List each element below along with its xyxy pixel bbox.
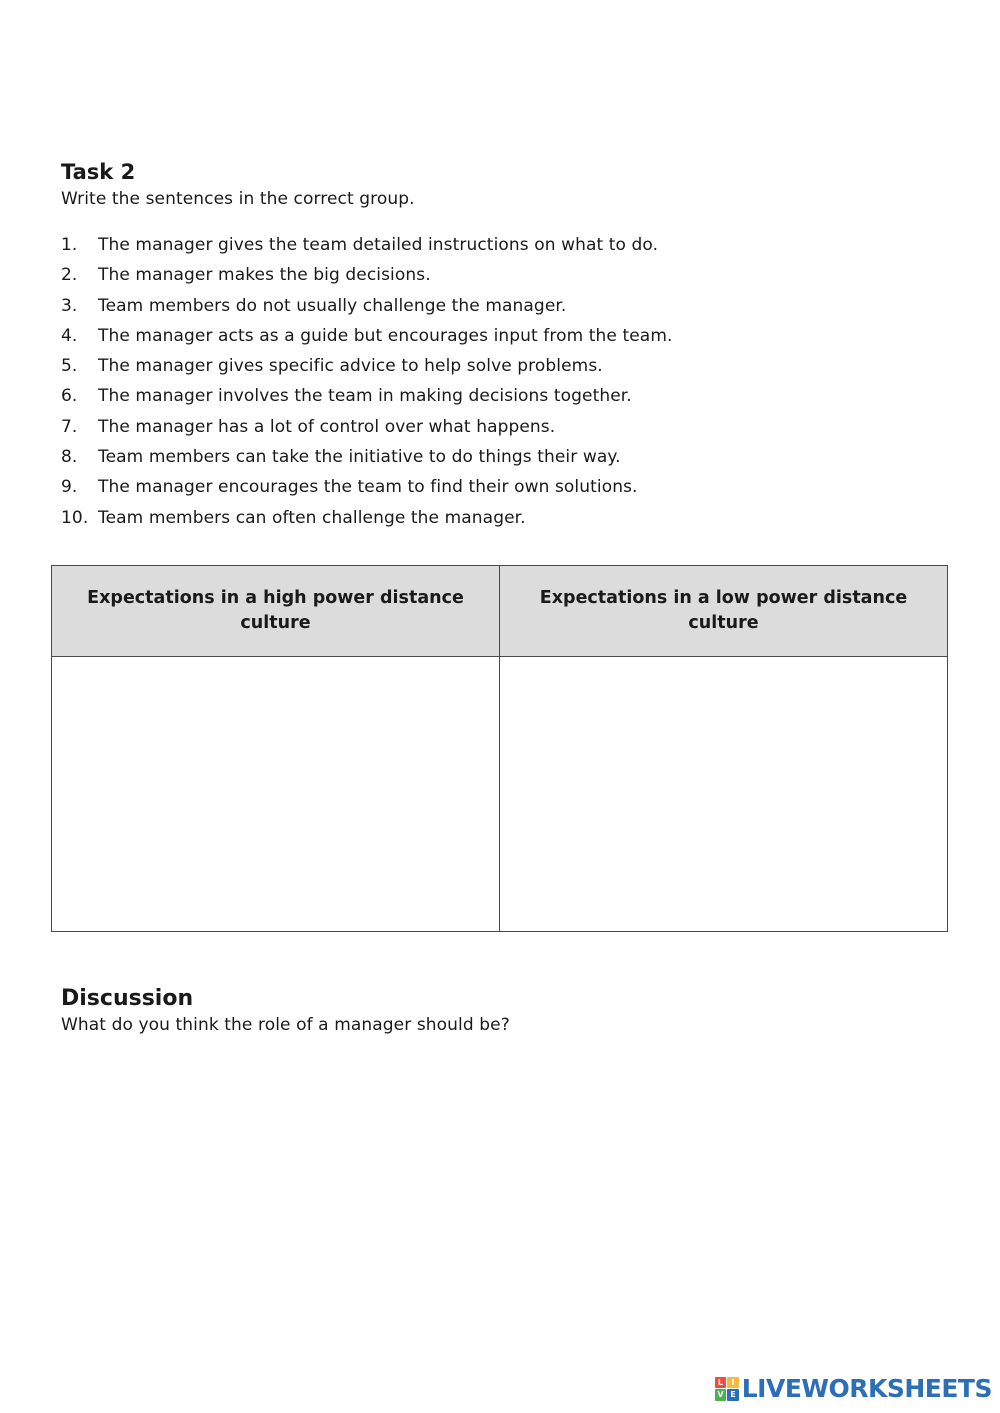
item-text: The manager involves the team in making decisions together.	[98, 386, 632, 407]
logo-letter: L	[715, 1377, 727, 1389]
item-number: 3.	[61, 295, 78, 316]
logo-letter: I	[727, 1377, 739, 1389]
item-text: Team members can often challenge the manager.	[98, 507, 526, 528]
list-item	[61, 415, 672, 445]
item-number: 2.	[61, 265, 78, 286]
discussion-question: What do you think the role of a manager should be?	[61, 1015, 510, 1035]
liveworksheets-logo-icon	[715, 1377, 739, 1401]
task-title: Task 2	[61, 160, 136, 184]
logo-letter: V	[715, 1389, 727, 1401]
list-item	[61, 233, 672, 263]
watermark-text: LIVEWORKSHEETS	[741, 1374, 992, 1403]
item-number: 5.	[61, 356, 78, 377]
list-item	[61, 354, 672, 384]
item-number: 7.	[61, 416, 78, 437]
item-text: The manager gives specific advice to help solve problems.	[98, 356, 603, 377]
item-text: The manager gives the team detailed instructions on what to do.	[98, 235, 659, 255]
item-number: 8.	[61, 447, 78, 468]
item-text: Team members do not usually challenge the manager.	[98, 295, 567, 316]
item-number: 4.	[61, 325, 78, 346]
discussion-title: Discussion	[61, 986, 194, 1011]
item-text: The manager acts as a guide but encourages input from the team.	[98, 325, 673, 346]
list-item	[61, 475, 672, 505]
list-item	[61, 384, 672, 414]
task-instruction: Write the sentences in the correct group.	[61, 189, 415, 209]
table-row	[52, 657, 948, 932]
grouping-table	[51, 565, 948, 932]
list-item	[61, 445, 672, 475]
table-header-row	[52, 566, 948, 657]
high-power-distance-header: Expectations in a high power distance culture	[52, 566, 500, 657]
item-number: 10.	[61, 507, 89, 528]
item-number: 1.	[61, 235, 78, 255]
logo-letter: E	[727, 1389, 739, 1401]
item-text: The manager encourages the team to find their own solutions.	[98, 477, 638, 498]
sentence-list	[61, 233, 672, 536]
list-item	[61, 263, 672, 293]
list-item	[61, 324, 672, 354]
high-power-distance-dropzone[interactable]	[52, 657, 500, 932]
list-item	[61, 294, 672, 324]
item-text: The manager has a lot of control over what happens.	[98, 416, 556, 437]
item-number: 9.	[61, 477, 78, 498]
list-item	[61, 506, 672, 536]
liveworksheets-watermark	[715, 1374, 992, 1403]
item-number: 6.	[61, 386, 78, 407]
item-text: The manager makes the big decisions.	[98, 265, 431, 286]
low-power-distance-dropzone[interactable]	[500, 657, 948, 932]
low-power-distance-header: Expectations in a low power distance culture	[500, 566, 948, 657]
item-text: Team members can take the initiative to do things their way.	[98, 447, 621, 468]
